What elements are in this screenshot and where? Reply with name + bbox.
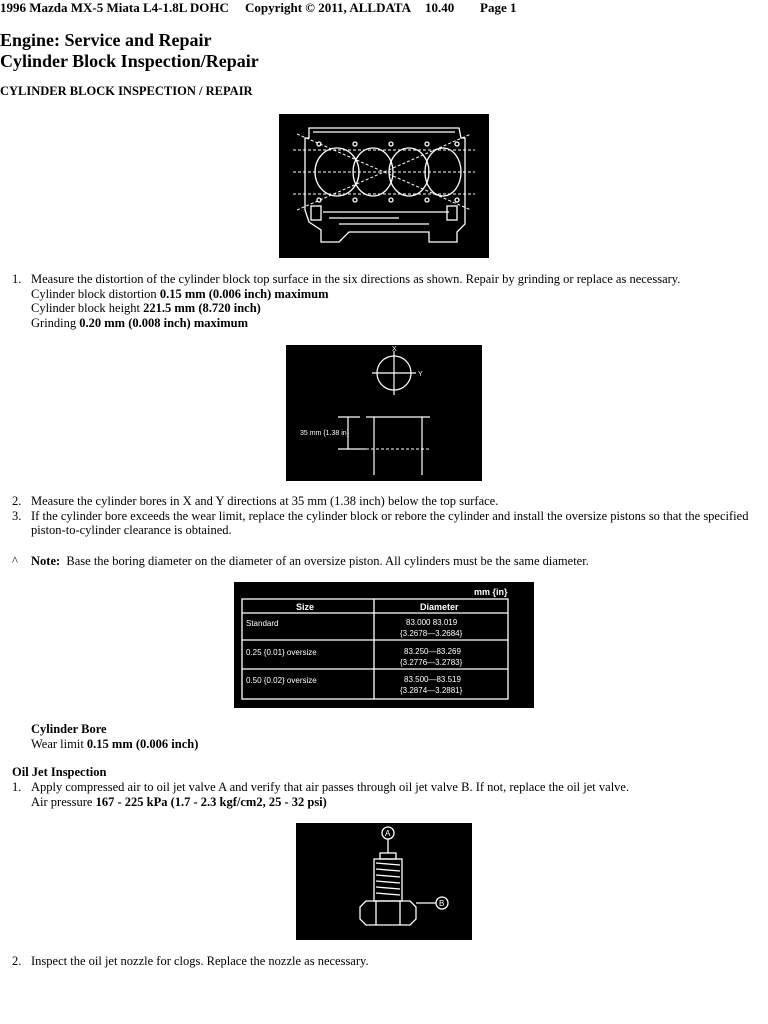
note-text: Base the boring diameter on the diameter of an oversize piston. All cylinders must be the same diameter.: [66, 554, 589, 568]
note-marker: ^: [12, 554, 18, 568]
step-3-number: 3.: [12, 509, 22, 523]
row-inch: {3.2776—3.2783}: [400, 658, 463, 667]
spec-block-height: [31, 301, 261, 316]
spec-label: Cylinder block distortion: [31, 287, 157, 301]
oil-jet-step-2-text: Inspect the oil jet nozzle for clogs. Replace the nozzle as necessary.: [31, 954, 369, 968]
col-size: Size: [296, 602, 315, 612]
header-copyright: Copyright © 2011, ALLDATA: [245, 0, 411, 15]
label-x: X: [392, 346, 397, 353]
step-1-number: 1.: [12, 272, 22, 286]
spec-label: Air pressure: [31, 795, 93, 809]
spec-value: 0.15 mm (0.006 inch) maximum: [159, 287, 329, 301]
col-diameter: Diameter: [420, 602, 459, 612]
air-pressure-spec: [31, 795, 327, 810]
row-size: 0.50 {0.02} oversize: [246, 676, 317, 685]
spec-label: Wear limit: [31, 737, 84, 751]
page-header: [0, 0, 768, 16]
page-subtitle: Cylinder Block Inspection/Repair: [0, 51, 259, 71]
spec-label: Cylinder block height: [31, 301, 141, 315]
dimension-label: 35 mm {1.38 in}: [300, 430, 350, 437]
callout-a: A: [385, 829, 391, 838]
spec-value: 221.5 mm (8.720 inch): [143, 301, 261, 315]
oil-jet-heading: [12, 765, 106, 780]
header-version: 10.40: [425, 0, 455, 15]
oil-jet-step-1-number: 1.: [12, 780, 22, 794]
page-title: Engine: Service and Repair: [0, 30, 212, 50]
oil-jet-heading-text: Oil Jet Inspection: [12, 765, 107, 779]
table-unit: mm {in}: [474, 587, 508, 597]
header-page: Page 1: [480, 0, 517, 15]
cylinder-bore-heading-text: Cylinder Bore: [31, 722, 107, 736]
label-y: Y: [418, 371, 423, 378]
step-3-text-line2: piston-to-cylinder clearance is obtained.: [31, 523, 232, 537]
spec-block-distortion: [31, 287, 329, 302]
row-diameter: 83.250—83.269: [404, 647, 461, 656]
row-diameter: 83.000 83.019: [406, 618, 458, 627]
oil-jet-valve-figure: [296, 823, 472, 940]
spec-grinding: [31, 316, 248, 331]
row-size: Standard: [246, 619, 279, 628]
row-diameter: 83.500—83.519: [404, 675, 461, 684]
spec-value: 167 - 225 kPa (1.7 - 2.3 kgf/cm2, 25 - 32 psi): [95, 795, 327, 809]
oil-jet-step-1-text: Apply compressed air to oil jet valve A and verify that air passes through oil jet valve B. If not, replace the oil jet valve.: [31, 780, 630, 794]
oil-jet-step-2-number: 2.: [12, 954, 22, 968]
cylinder-block-figure: [279, 114, 489, 258]
cylinder-bore-heading: [31, 722, 107, 737]
row-inch: {3.2874—3.2881}: [400, 686, 463, 695]
step-3-text-line1: If the cylinder bore exceeds the wear limit, replace the cylinder block or rebore the cylinder and install the oversize pistons so that the specified: [31, 509, 749, 523]
header-vehicle: 1996 Mazda MX-5 Miata L4-1.8L DOHC: [0, 0, 229, 15]
bore-size-table: [234, 582, 534, 708]
note: [31, 554, 589, 569]
row-inch: {3.2678—3.2684}: [400, 629, 463, 638]
section-heading: CYLINDER BLOCK INSPECTION / REPAIR: [0, 84, 253, 98]
step-2-text: Measure the cylinder bores in X and Y directions at 35 mm (1.38 inch) below the top surface.: [31, 494, 499, 508]
step-1-text: Measure the distortion of the cylinder block top surface in the six directions as shown. Repair by grinding or replace as necessary.: [31, 272, 681, 286]
wear-limit-spec: [31, 737, 198, 752]
row-size: 0.25 {0.01} oversize: [246, 648, 317, 657]
callout-b: B: [439, 899, 445, 908]
bore-measurement-figure: [286, 345, 482, 481]
spec-label: Grinding: [31, 316, 77, 330]
note-label: Note:: [31, 554, 61, 568]
spec-value: 0.15 mm (0.006 inch): [86, 737, 199, 751]
step-2-number: 2.: [12, 494, 22, 508]
spec-value: 0.20 mm (0.008 inch) maximum: [79, 316, 249, 330]
